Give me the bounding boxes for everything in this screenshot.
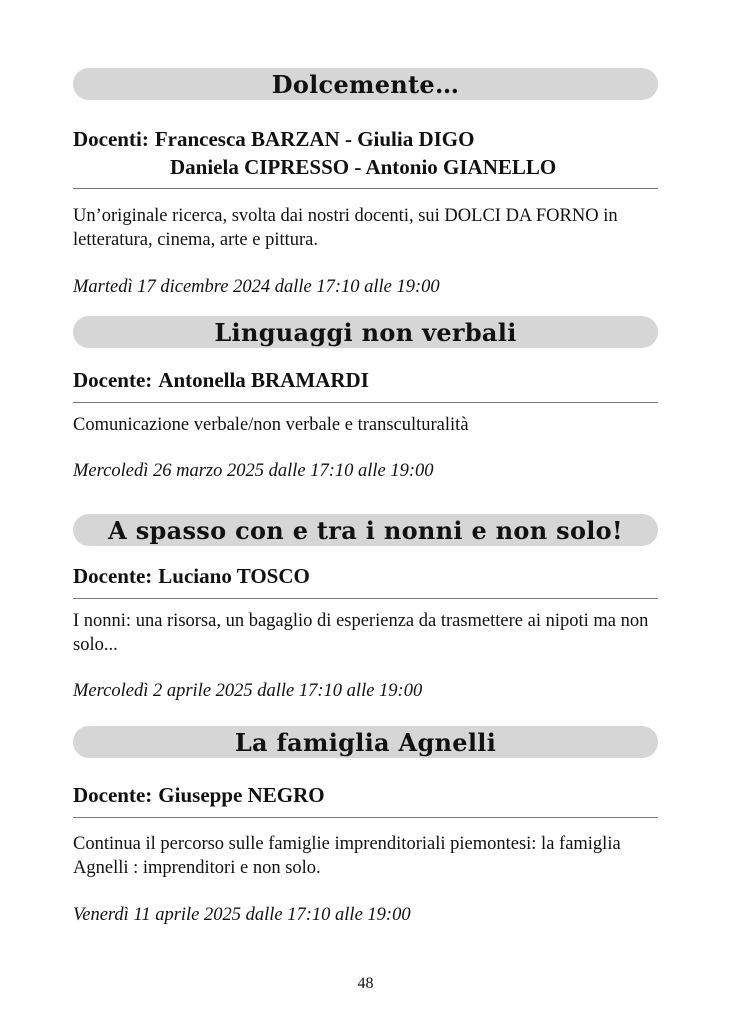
- teachers-row: [73, 125, 658, 153]
- teachers-block: [73, 366, 658, 394]
- teachers-label: Docente:: [73, 368, 153, 392]
- course-description: Continua il percorso sulle famiglie imprenditoriali piemontesi: la famiglia Agnelli : imprenditori e non solo.: [73, 834, 621, 878]
- section-title: Linguaggi non verbali: [214, 317, 517, 347]
- teachers-names: Luciano TOSCO: [158, 564, 310, 588]
- teachers-names: Giuseppe NEGRO: [158, 783, 325, 807]
- teachers-label: Docenti:: [73, 127, 149, 151]
- section-title-bar: [73, 726, 658, 758]
- course-description: Un’originale ricerca, svolta dai nostri docenti, sui DOLCI DA FORNO in letteratura, cinema, arte e pittura.: [73, 206, 618, 250]
- teachers-row: [73, 153, 658, 181]
- document-page: [73, 0, 658, 1023]
- teachers-names: Francesca BARZAN - Giulia DIGO: [154, 127, 475, 151]
- course-description: Comunicazione verbale/non verbale e transculturalità: [73, 415, 469, 435]
- course-section-nonni: [73, 514, 658, 703]
- teachers-names: Antonella BRAMARDI: [158, 368, 369, 392]
- course-date: Venerdì 11 aprile 2025 dalle 17:10 alle 19:00: [73, 905, 411, 925]
- course-section-agnelli: [73, 726, 658, 927]
- page-number: 48: [357, 975, 374, 992]
- divider: [73, 188, 658, 189]
- teachers-names: Daniela CIPRESSO - Antonio GIANELLO: [170, 155, 557, 179]
- divider: [73, 402, 658, 403]
- course-date: Mercoledì 26 marzo 2025 dalle 17:10 alle 19:00: [73, 461, 434, 481]
- teachers-block: [73, 781, 658, 809]
- section-title: A spasso con e tra i nonni e non solo!: [108, 515, 623, 545]
- teachers-block: [73, 125, 658, 181]
- teachers-block: [73, 562, 658, 590]
- course-date: Martedì 17 dicembre 2024 dalle 17:10 alle 19:00: [73, 277, 440, 297]
- teachers-label: Docente:: [73, 564, 153, 588]
- teachers-row: [73, 366, 658, 394]
- teachers-label: Docente:: [73, 783, 153, 807]
- course-section-dolcemente: [73, 68, 658, 299]
- divider: [73, 817, 658, 818]
- section-title-bar: [73, 68, 658, 100]
- teachers-row: [73, 562, 658, 590]
- course-date: Mercoledì 2 aprile 2025 dalle 17:10 alle 19:00: [73, 681, 423, 701]
- divider: [73, 598, 658, 599]
- teachers-row: [73, 781, 658, 809]
- section-title: Dolcemente…: [271, 69, 460, 99]
- course-section-linguaggi: [73, 316, 658, 483]
- section-title: La famiglia Agnelli: [234, 727, 497, 757]
- section-title-bar: [73, 316, 658, 348]
- course-description: I nonni: una risorsa, un bagaglio di esperienza da trasmettere ai nipoti ma non solo...: [73, 611, 649, 655]
- section-title-bar: [73, 514, 658, 546]
